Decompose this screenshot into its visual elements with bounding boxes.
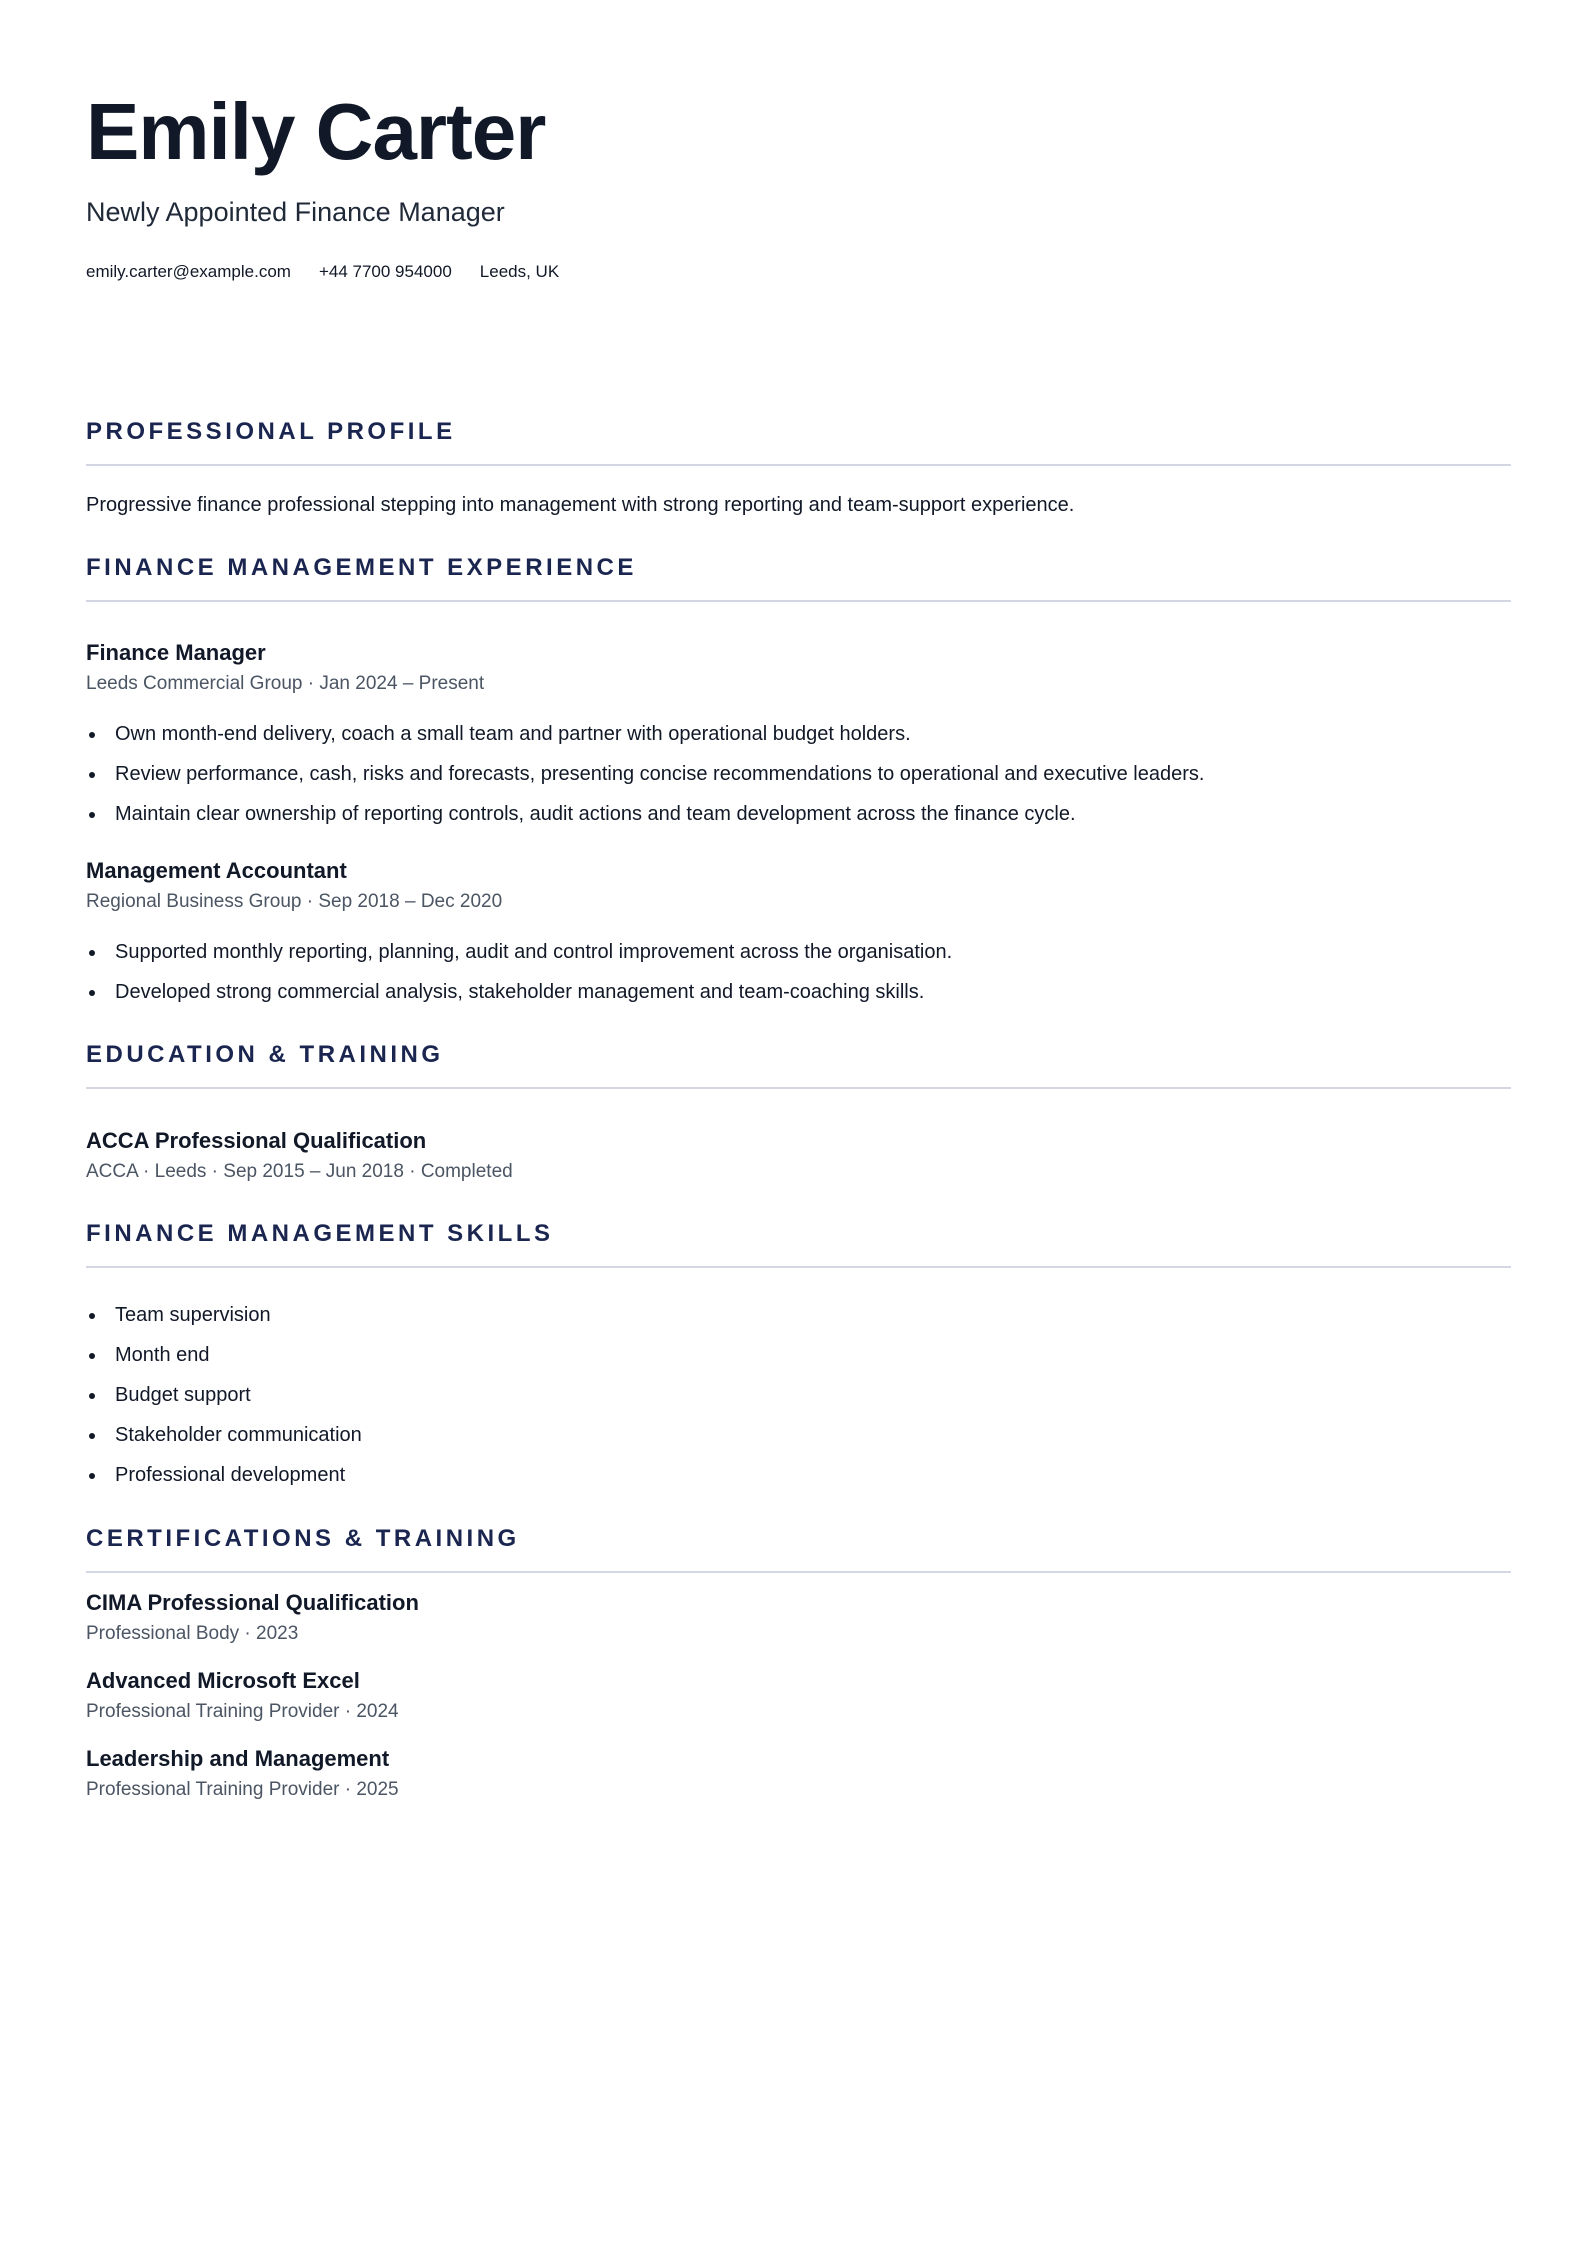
contact-location: Leeds, UK (479, 262, 560, 281)
job-bullet: Supported monthly reporting, planning, audit and control improvement across the organisation. (86, 941, 952, 964)
contact-email[interactable]: emily.carter@example.com (86, 262, 291, 281)
skill-item: Stakeholder communication (86, 1424, 362, 1447)
section-divider (86, 600, 1511, 602)
skill-item: Team supervision (86, 1304, 271, 1327)
certification-name: CIMA Professional Qualification (86, 1590, 419, 1615)
contact-phone[interactable]: +44 7700 954000 (318, 262, 452, 281)
profile-summary: Progressive finance professional stepping into management with strong reporting and team-support experience. (86, 494, 1075, 516)
section-title-certifications: CERTIFICATIONS & TRAINING (86, 1525, 520, 1552)
job-meta: Leeds Commercial Group · Jan 2024 – Present (86, 673, 485, 694)
section-divider (86, 1266, 1511, 1268)
job-bullet: Own month-end delivery, coach a small team and partner with operational budget holders. (86, 723, 911, 746)
certification-name: Leadership and Management (86, 1746, 390, 1771)
job-meta: Regional Business Group · Sep 2018 – Dec 2020 (86, 891, 503, 912)
job-bullet: Maintain clear ownership of reporting controls, audit actions and team development across the finance cycle. (86, 803, 1076, 826)
education-name: ACCA Professional Qualification (86, 1128, 427, 1153)
section-divider (86, 464, 1511, 466)
certification-meta: Professional Training Provider · 2024 (86, 1701, 399, 1722)
skill-item: Budget support (86, 1384, 251, 1407)
skill-item: Month end (86, 1344, 210, 1367)
job-title: Management Accountant (86, 858, 347, 883)
skill-item: Professional development (86, 1464, 345, 1487)
job-title: Finance Manager (86, 640, 266, 665)
education-meta: ACCA · Leeds · Sep 2015 – Jun 2018 · Completed (86, 1161, 513, 1182)
certification-name: Advanced Microsoft Excel (86, 1668, 360, 1693)
section-title-education: EDUCATION & TRAINING (86, 1041, 444, 1068)
certification-meta: Professional Body · 2023 (86, 1623, 299, 1644)
section-title-profile: PROFESSIONAL PROFILE (86, 418, 456, 445)
certification-meta: Professional Training Provider · 2025 (86, 1779, 399, 1800)
section-title-skills: FINANCE MANAGEMENT SKILLS (86, 1220, 554, 1247)
contact-line (86, 262, 559, 282)
job-bullet: Developed strong commercial analysis, stakeholder management and team-coaching skills. (86, 981, 924, 1004)
section-divider (86, 1571, 1511, 1573)
section-title-experience: FINANCE MANAGEMENT EXPERIENCE (86, 554, 637, 581)
section-divider (86, 1087, 1511, 1089)
candidate-name: Emily Carter (86, 87, 546, 176)
candidate-headline: Newly Appointed Finance Manager (86, 197, 505, 227)
job-bullet: Review performance, cash, risks and forecasts, presenting concise recommendations to operational and executive leaders. (86, 763, 1204, 786)
